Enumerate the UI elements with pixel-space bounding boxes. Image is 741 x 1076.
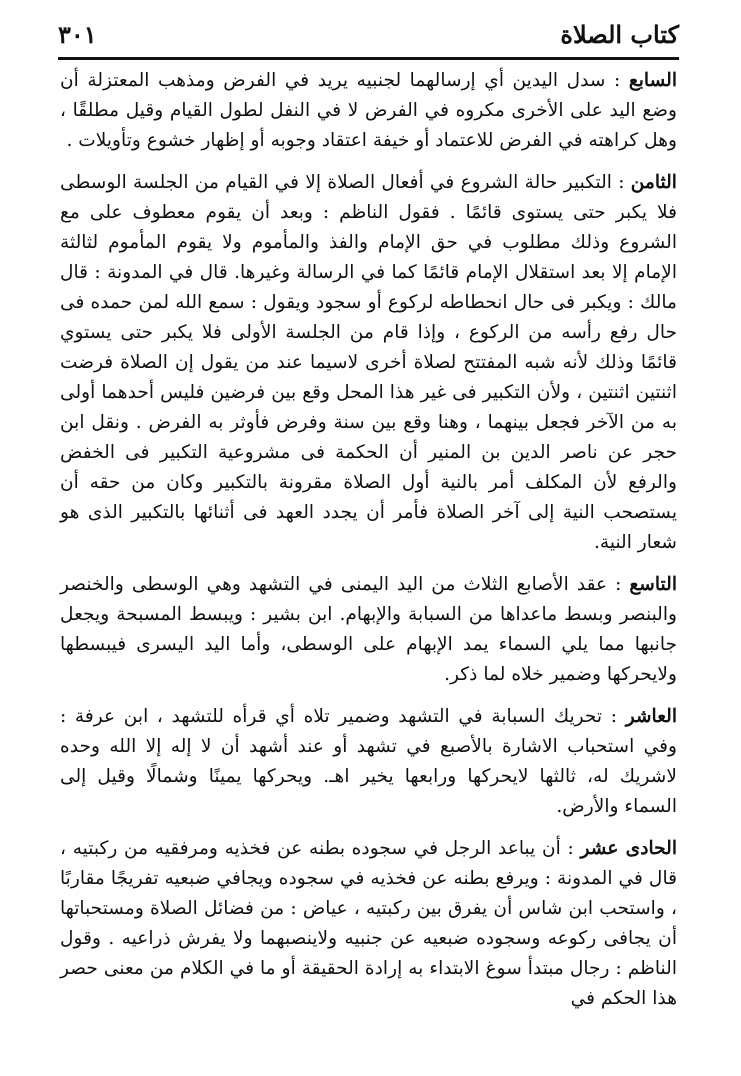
body-text: [60, 66, 677, 1026]
paragraph-lead: العاشر: [625, 706, 677, 727]
running-header: [58, 12, 679, 56]
paragraph-text: : أن يباعد الرجل في سجوده بطنه عن فخذيه ومرفقيه من ركبتيه ، قال في المدونة : ويرفع بطنه عن فخذيه في سجوده ويجافي ضبعيه تفريجًا مقاربًا ، واستحب ابن شاس أن يفرق بين ركبتيه ، عياض : من فضائل الصلاة ومستحباتها أن يجافى ركوعه وسجوده ضبعيه عن جنبيه ولاينصبهما ولا يفرش ذراعيه . وقول الناظم : رجال مبتدأ سوغ الابتداء به إرادة الحقيقة أو ما في الكلام من معنى حصر هذا الحكم في: [60, 838, 677, 1009]
page-number: ٣٠١: [58, 19, 97, 49]
paragraph-eighth: [60, 168, 677, 558]
paragraph-text: : سدل اليدين أي إرسالهما لجنبيه يريد في الفرض ومذهب المعتزلة أن وضع اليد على الأخرى مكروه في الفرض لا في النفل لطول القيام وقيل مطلقًا ، وهل كراهته في الفرض للاعتماد أو خيفة اعتقاد وجوبه أو إظهار خشوع وتأويلات .: [60, 70, 677, 151]
paragraph-text: : التكبير حالة الشروع في أفعال الصلاة إلا في القيام من الجلسة الوسطى فلا يكبر حتى يستوى قائمًا . فقول الناظم : وبعد أن يقوم معطوف على مع الشروع وذلك مطلوب في حق الإمام والفذ والمأموم ولا يقوم المأموم لثالثة الإمام إلا بعد استقلال الإمام قائمًا كما في الرسالة وغيرها. قال في المدونة : قال مالك : ويكبر فى حال انحطاطه لركوع أو سجود ويقول : سمع الله لمن حمده فى حال رفع رأسه من الركوع ، وإذا قام من الجلسة الأولى فلا يكبر حتى يستوي قائمًا وذلك لأنه شبه المفتتح لصلاة أخرى لاسيما عند من يقول إن الصلاة فرضت اثنتين اثنتين ، ولأن التكبير فى غير هذا المحل وقع بين فرضين فليس أحدهما أولى به من الآخر فجعل بينهما ، وهنا وقع بين سنة وفرض فأوثر به الفرض . ونقل ابن حجر عن ناصر الدين بن المنير أن الحكمة فى مشروعية التكبير فى الخفض والرفع لأن المكلف أمر بالنية أول الصلاة مقرونة بالتكبير وكان من حقه أن يستصحب النية إلى آخر الصلاة فأمر أن يجدد العهد فى أثنائها بالتكبير الذى هو شعار النية.: [60, 172, 677, 553]
paragraph-lead: الثامن: [630, 172, 677, 193]
paragraph-lead: التاسع: [629, 574, 677, 595]
paragraph-ninth: [60, 570, 677, 690]
paragraph-lead: السابع: [628, 70, 677, 91]
paragraph-text: : عقد الأصابع الثلاث من اليد اليمنى في التشهد وهي الوسطى والخنصر والبنصر وبسط ماعداها من السبابة والإبهام. ابن بشير : ويبسط المسبحة ويجعل جانبها مما يلي السماء يمد الإبهام على الوسطى، وأما اليد اليسرى فيبسطها ولايحركها وضمير خلاه لما ذكر.: [60, 574, 677, 685]
paragraph-tenth: [60, 702, 677, 822]
header-rule: [58, 57, 679, 60]
paragraph-lead: الحادى عشر: [580, 838, 677, 859]
paragraph-eleventh: [60, 834, 677, 1014]
paragraph-seventh: [60, 66, 677, 156]
paragraph-text: : تحريك السبابة في التشهد وضمير تلاه أي قرأه للتشهد ، ابن عرفة : وفي استحباب الاشارة بالأصبع في تشهد أو عند أشهد أن لا إله إلا الله وحده لاشريك له، ثالثها لايحركها ورابعها يخير اهـ. ويحركها يمينًا وشمالًا وقيل إلى السماء والأرض.: [60, 706, 677, 817]
chapter-title: كتاب الصلاة: [560, 19, 679, 49]
